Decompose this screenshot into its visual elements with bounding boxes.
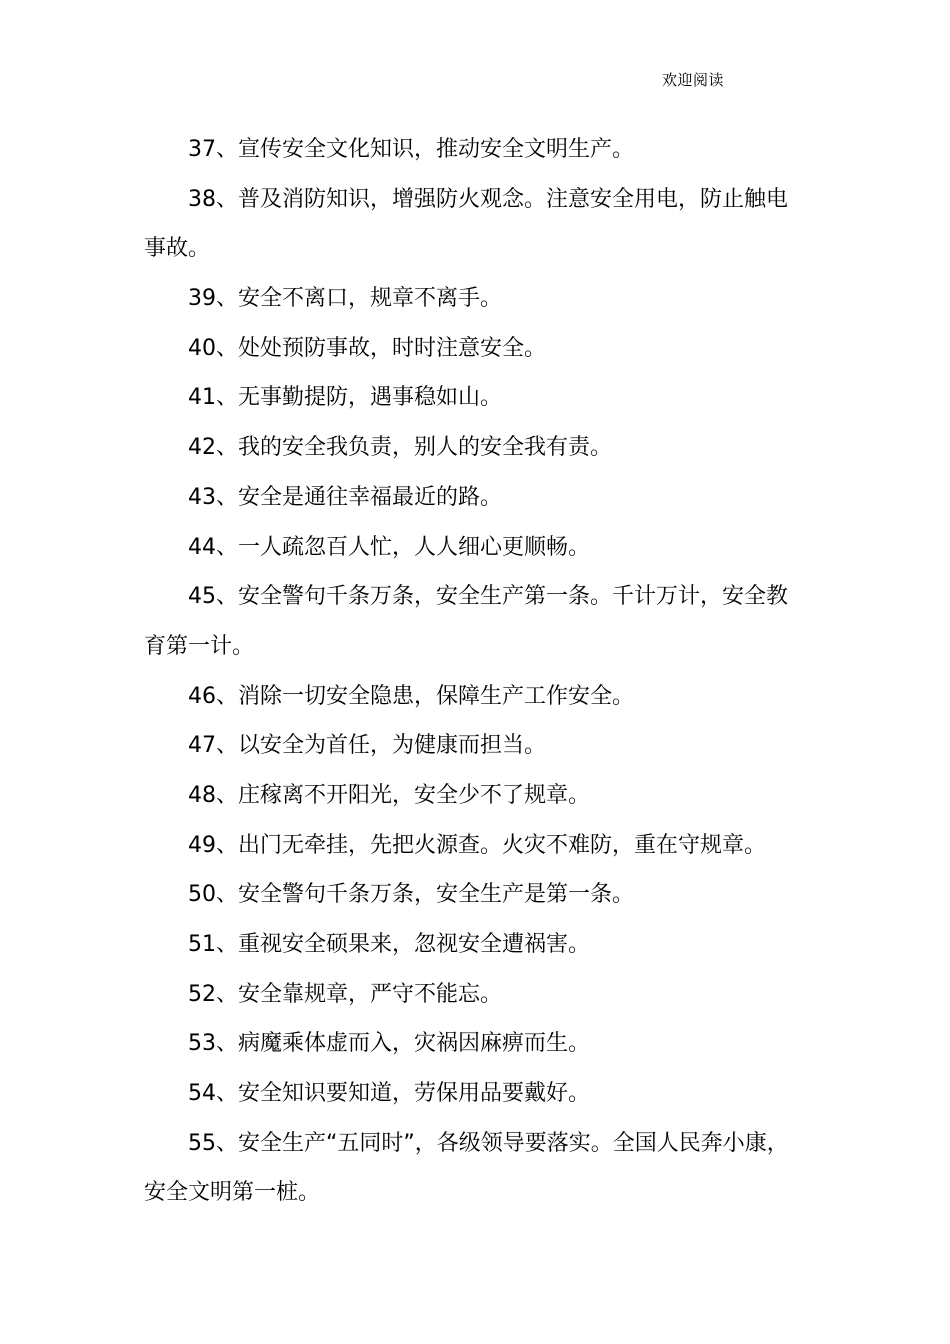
paragraph-line: 54、安全知识要知道，劳保用品要戴好。 <box>188 1081 590 1107</box>
paragraph-line: 40、处处预防事故，时时注意安全。 <box>188 335 546 361</box>
paragraph-line: 55、安全生产“五同时”，各级领导要落实。全国人民奔小康， <box>188 1130 789 1156</box>
document-body <box>144 125 816 1218</box>
paragraph-line: 45、安全警句千条万条，安全生产第一条。千计万计，安全教 <box>188 584 788 610</box>
paragraph-line: 50、安全警句千条万条，安全生产是第一条。 <box>188 882 634 908</box>
paragraph-line: 41、无事勤提防，遇事稳如山。 <box>188 385 502 411</box>
paragraph-line: 38、普及消防知识，增强防火观念。注意安全用电，防止触电 <box>188 186 788 212</box>
page-header: 欢迎阅读 <box>662 71 725 89</box>
paragraph-line: 46、消除一切安全隐患，保障生产工作安全。 <box>188 683 634 709</box>
paragraph-line: 51、重视安全硕果来，忽视安全遭祸害。 <box>188 932 590 957</box>
paragraph-line: 安全文明第一桩。 <box>144 1180 321 1206</box>
paragraph-line: 48、庄稼离不开阳光，安全少不了规章。 <box>188 782 590 808</box>
paragraph-line: 42、我的安全我负责，别人的安全我有责。 <box>188 435 612 461</box>
paragraph-line: 事故。 <box>144 236 211 262</box>
paragraph-line: 44、一人疏忽百人忙，人人细心更顺畅。 <box>188 534 590 560</box>
paragraph-line: 43、安全是通往幸福最近的路。 <box>188 484 502 510</box>
paragraph-line: 育第一计。 <box>144 633 255 659</box>
paragraph-line: 53、病魔乘体虚而入，灾祸因麻痹而生。 <box>188 1031 590 1057</box>
paragraph-line: 47、以安全为首任，为健康而担当。 <box>188 733 546 759</box>
paragraph-line: 52、安全靠规章，严守不能忘。 <box>188 981 502 1007</box>
paragraph-line: 37、宣传安全文化知识，推动安全文明生产。 <box>188 137 634 162</box>
paragraph-line: 49、出门无牵挂，先把火源查。火灾不难防，重在守规章。 <box>188 832 766 858</box>
paragraph-line: 39、安全不离口，规章不离手。 <box>188 286 502 312</box>
